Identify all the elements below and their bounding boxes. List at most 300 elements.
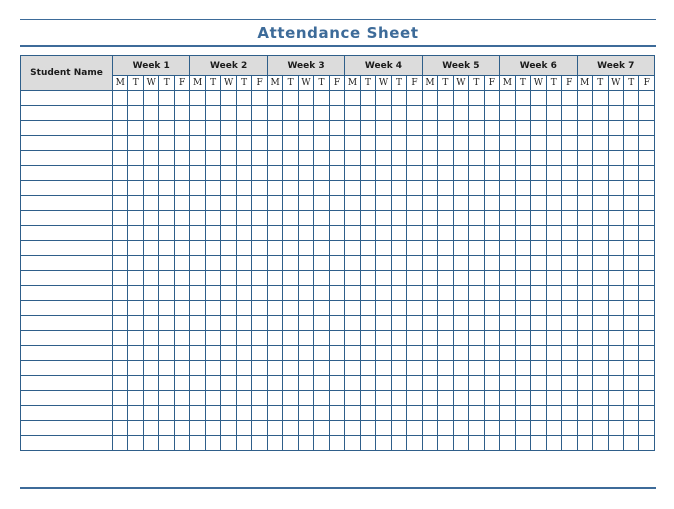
attendance-cell[interactable] xyxy=(128,106,143,121)
attendance-cell[interactable] xyxy=(298,211,313,226)
attendance-cell[interactable] xyxy=(438,226,453,241)
attendance-cell[interactable] xyxy=(283,256,298,271)
attendance-cell[interactable] xyxy=(113,166,128,181)
attendance-cell[interactable] xyxy=(623,91,638,106)
attendance-cell[interactable] xyxy=(546,376,561,391)
attendance-cell[interactable] xyxy=(360,421,375,436)
attendance-cell[interactable] xyxy=(329,436,344,451)
attendance-cell[interactable] xyxy=(623,331,638,346)
attendance-cell[interactable] xyxy=(267,316,282,331)
attendance-cell[interactable] xyxy=(174,406,189,421)
attendance-cell[interactable] xyxy=(453,346,468,361)
attendance-cell[interactable] xyxy=(221,166,236,181)
attendance-cell[interactable] xyxy=(345,256,360,271)
attendance-cell[interactable] xyxy=(236,151,251,166)
attendance-cell[interactable] xyxy=(236,316,251,331)
attendance-cell[interactable] xyxy=(174,436,189,451)
attendance-cell[interactable] xyxy=(515,181,530,196)
attendance-cell[interactable] xyxy=(283,331,298,346)
attendance-cell[interactable] xyxy=(391,331,406,346)
attendance-cell[interactable] xyxy=(267,376,282,391)
attendance-cell[interactable] xyxy=(484,391,499,406)
attendance-cell[interactable] xyxy=(391,361,406,376)
attendance-cell[interactable] xyxy=(515,346,530,361)
attendance-cell[interactable] xyxy=(267,391,282,406)
attendance-cell[interactable] xyxy=(174,286,189,301)
attendance-cell[interactable] xyxy=(376,106,391,121)
attendance-cell[interactable] xyxy=(159,421,174,436)
attendance-cell[interactable] xyxy=(391,406,406,421)
attendance-cell[interactable] xyxy=(159,301,174,316)
attendance-cell[interactable] xyxy=(407,181,422,196)
attendance-cell[interactable] xyxy=(391,286,406,301)
attendance-cell[interactable] xyxy=(283,151,298,166)
attendance-cell[interactable] xyxy=(283,226,298,241)
attendance-cell[interactable] xyxy=(593,196,608,211)
attendance-cell[interactable] xyxy=(143,196,158,211)
attendance-cell[interactable] xyxy=(329,151,344,166)
attendance-cell[interactable] xyxy=(577,91,592,106)
attendance-cell[interactable] xyxy=(236,136,251,151)
attendance-cell[interactable] xyxy=(422,106,437,121)
attendance-cell[interactable] xyxy=(422,421,437,436)
attendance-cell[interactable] xyxy=(159,151,174,166)
attendance-cell[interactable] xyxy=(252,361,267,376)
attendance-cell[interactable] xyxy=(345,121,360,136)
attendance-cell[interactable] xyxy=(500,346,515,361)
attendance-cell[interactable] xyxy=(159,106,174,121)
attendance-cell[interactable] xyxy=(298,226,313,241)
attendance-cell[interactable] xyxy=(283,241,298,256)
attendance-cell[interactable] xyxy=(360,286,375,301)
attendance-cell[interactable] xyxy=(314,226,329,241)
attendance-cell[interactable] xyxy=(515,421,530,436)
attendance-cell[interactable] xyxy=(562,346,577,361)
attendance-cell[interactable] xyxy=(128,271,143,286)
attendance-cell[interactable] xyxy=(267,301,282,316)
attendance-cell[interactable] xyxy=(593,436,608,451)
attendance-cell[interactable] xyxy=(314,436,329,451)
attendance-cell[interactable] xyxy=(407,361,422,376)
attendance-cell[interactable] xyxy=(639,241,654,256)
attendance-cell[interactable] xyxy=(546,406,561,421)
attendance-cell[interactable] xyxy=(159,136,174,151)
attendance-cell[interactable] xyxy=(484,361,499,376)
attendance-cell[interactable] xyxy=(562,121,577,136)
attendance-cell[interactable] xyxy=(438,271,453,286)
attendance-cell[interactable] xyxy=(422,241,437,256)
attendance-cell[interactable] xyxy=(469,211,484,226)
attendance-cell[interactable] xyxy=(205,271,220,286)
attendance-cell[interactable] xyxy=(531,421,546,436)
attendance-cell[interactable] xyxy=(623,376,638,391)
attendance-cell[interactable] xyxy=(190,196,205,211)
student-name-cell[interactable] xyxy=(21,241,113,256)
attendance-cell[interactable] xyxy=(252,271,267,286)
attendance-cell[interactable] xyxy=(453,361,468,376)
attendance-cell[interactable] xyxy=(407,211,422,226)
attendance-cell[interactable] xyxy=(407,106,422,121)
attendance-cell[interactable] xyxy=(531,256,546,271)
attendance-cell[interactable] xyxy=(252,316,267,331)
attendance-cell[interactable] xyxy=(515,301,530,316)
attendance-cell[interactable] xyxy=(608,346,623,361)
attendance-cell[interactable] xyxy=(205,136,220,151)
attendance-cell[interactable] xyxy=(484,421,499,436)
attendance-cell[interactable] xyxy=(298,301,313,316)
attendance-cell[interactable] xyxy=(469,376,484,391)
attendance-cell[interactable] xyxy=(314,406,329,421)
attendance-cell[interactable] xyxy=(113,256,128,271)
attendance-cell[interactable] xyxy=(252,301,267,316)
attendance-cell[interactable] xyxy=(608,316,623,331)
attendance-cell[interactable] xyxy=(298,346,313,361)
attendance-cell[interactable] xyxy=(500,241,515,256)
attendance-cell[interactable] xyxy=(562,436,577,451)
attendance-cell[interactable] xyxy=(205,241,220,256)
attendance-cell[interactable] xyxy=(500,316,515,331)
attendance-cell[interactable] xyxy=(128,361,143,376)
student-name-cell[interactable] xyxy=(21,286,113,301)
attendance-cell[interactable] xyxy=(298,361,313,376)
attendance-cell[interactable] xyxy=(221,226,236,241)
attendance-cell[interactable] xyxy=(546,226,561,241)
attendance-cell[interactable] xyxy=(143,286,158,301)
attendance-cell[interactable] xyxy=(639,361,654,376)
attendance-cell[interactable] xyxy=(298,241,313,256)
attendance-cell[interactable] xyxy=(143,121,158,136)
attendance-cell[interactable] xyxy=(623,226,638,241)
attendance-cell[interactable] xyxy=(422,121,437,136)
attendance-cell[interactable] xyxy=(391,106,406,121)
attendance-cell[interactable] xyxy=(531,181,546,196)
attendance-cell[interactable] xyxy=(531,436,546,451)
attendance-cell[interactable] xyxy=(407,271,422,286)
attendance-cell[interactable] xyxy=(314,136,329,151)
attendance-cell[interactable] xyxy=(128,301,143,316)
attendance-cell[interactable] xyxy=(422,136,437,151)
attendance-cell[interactable] xyxy=(562,421,577,436)
student-name-cell[interactable] xyxy=(21,106,113,121)
attendance-cell[interactable] xyxy=(577,436,592,451)
attendance-cell[interactable] xyxy=(422,196,437,211)
attendance-cell[interactable] xyxy=(314,196,329,211)
attendance-cell[interactable] xyxy=(205,331,220,346)
attendance-cell[interactable] xyxy=(500,331,515,346)
attendance-cell[interactable] xyxy=(391,391,406,406)
attendance-cell[interactable] xyxy=(205,151,220,166)
attendance-cell[interactable] xyxy=(469,361,484,376)
attendance-cell[interactable] xyxy=(159,331,174,346)
attendance-cell[interactable] xyxy=(329,181,344,196)
attendance-cell[interactable] xyxy=(623,286,638,301)
attendance-cell[interactable] xyxy=(639,406,654,421)
attendance-cell[interactable] xyxy=(469,121,484,136)
attendance-cell[interactable] xyxy=(453,181,468,196)
attendance-cell[interactable] xyxy=(221,376,236,391)
attendance-cell[interactable] xyxy=(623,256,638,271)
attendance-cell[interactable] xyxy=(531,361,546,376)
attendance-cell[interactable] xyxy=(360,196,375,211)
attendance-cell[interactable] xyxy=(376,391,391,406)
attendance-cell[interactable] xyxy=(484,271,499,286)
attendance-cell[interactable] xyxy=(608,106,623,121)
attendance-cell[interactable] xyxy=(453,421,468,436)
attendance-cell[interactable] xyxy=(267,166,282,181)
attendance-cell[interactable] xyxy=(608,91,623,106)
attendance-cell[interactable] xyxy=(190,361,205,376)
attendance-cell[interactable] xyxy=(190,91,205,106)
attendance-cell[interactable] xyxy=(623,436,638,451)
attendance-cell[interactable] xyxy=(438,151,453,166)
attendance-cell[interactable] xyxy=(252,196,267,211)
attendance-cell[interactable] xyxy=(221,196,236,211)
attendance-cell[interactable] xyxy=(329,256,344,271)
attendance-cell[interactable] xyxy=(422,391,437,406)
attendance-cell[interactable] xyxy=(515,361,530,376)
attendance-cell[interactable] xyxy=(128,211,143,226)
attendance-cell[interactable] xyxy=(174,241,189,256)
attendance-cell[interactable] xyxy=(236,406,251,421)
attendance-cell[interactable] xyxy=(562,91,577,106)
attendance-cell[interactable] xyxy=(593,301,608,316)
attendance-cell[interactable] xyxy=(283,91,298,106)
attendance-cell[interactable] xyxy=(159,241,174,256)
attendance-cell[interactable] xyxy=(174,226,189,241)
attendance-cell[interactable] xyxy=(407,256,422,271)
attendance-cell[interactable] xyxy=(236,226,251,241)
attendance-cell[interactable] xyxy=(438,121,453,136)
attendance-cell[interactable] xyxy=(438,301,453,316)
attendance-cell[interactable] xyxy=(469,436,484,451)
attendance-cell[interactable] xyxy=(639,376,654,391)
attendance-cell[interactable] xyxy=(143,106,158,121)
attendance-cell[interactable] xyxy=(391,421,406,436)
attendance-cell[interactable] xyxy=(314,361,329,376)
attendance-cell[interactable] xyxy=(438,376,453,391)
attendance-cell[interactable] xyxy=(190,226,205,241)
attendance-cell[interactable] xyxy=(221,331,236,346)
attendance-cell[interactable] xyxy=(531,406,546,421)
attendance-cell[interactable] xyxy=(623,301,638,316)
attendance-cell[interactable] xyxy=(546,436,561,451)
attendance-cell[interactable] xyxy=(283,406,298,421)
attendance-cell[interactable] xyxy=(205,286,220,301)
attendance-cell[interactable] xyxy=(608,136,623,151)
attendance-cell[interactable] xyxy=(639,166,654,181)
attendance-cell[interactable] xyxy=(531,271,546,286)
attendance-cell[interactable] xyxy=(128,166,143,181)
attendance-cell[interactable] xyxy=(438,316,453,331)
attendance-cell[interactable] xyxy=(546,391,561,406)
attendance-cell[interactable] xyxy=(515,136,530,151)
attendance-cell[interactable] xyxy=(283,121,298,136)
attendance-cell[interactable] xyxy=(298,406,313,421)
attendance-cell[interactable] xyxy=(500,286,515,301)
attendance-cell[interactable] xyxy=(174,331,189,346)
attendance-cell[interactable] xyxy=(113,286,128,301)
attendance-cell[interactable] xyxy=(422,151,437,166)
attendance-cell[interactable] xyxy=(159,286,174,301)
attendance-cell[interactable] xyxy=(174,271,189,286)
attendance-cell[interactable] xyxy=(283,316,298,331)
attendance-cell[interactable] xyxy=(562,391,577,406)
student-name-cell[interactable] xyxy=(21,136,113,151)
attendance-cell[interactable] xyxy=(623,346,638,361)
attendance-cell[interactable] xyxy=(623,196,638,211)
attendance-cell[interactable] xyxy=(531,391,546,406)
attendance-cell[interactable] xyxy=(128,136,143,151)
attendance-cell[interactable] xyxy=(221,256,236,271)
attendance-cell[interactable] xyxy=(205,196,220,211)
attendance-cell[interactable] xyxy=(515,256,530,271)
attendance-cell[interactable] xyxy=(593,241,608,256)
attendance-cell[interactable] xyxy=(360,106,375,121)
attendance-cell[interactable] xyxy=(438,406,453,421)
attendance-cell[interactable] xyxy=(113,406,128,421)
attendance-cell[interactable] xyxy=(221,91,236,106)
attendance-cell[interactable] xyxy=(546,241,561,256)
attendance-cell[interactable] xyxy=(407,151,422,166)
attendance-cell[interactable] xyxy=(562,106,577,121)
attendance-cell[interactable] xyxy=(422,436,437,451)
attendance-cell[interactable] xyxy=(221,436,236,451)
attendance-cell[interactable] xyxy=(438,196,453,211)
student-name-cell[interactable] xyxy=(21,166,113,181)
attendance-cell[interactable] xyxy=(531,166,546,181)
attendance-cell[interactable] xyxy=(438,346,453,361)
attendance-cell[interactable] xyxy=(484,406,499,421)
attendance-cell[interactable] xyxy=(267,91,282,106)
attendance-cell[interactable] xyxy=(113,181,128,196)
attendance-cell[interactable] xyxy=(391,226,406,241)
attendance-cell[interactable] xyxy=(623,361,638,376)
attendance-cell[interactable] xyxy=(562,256,577,271)
attendance-cell[interactable] xyxy=(422,376,437,391)
attendance-cell[interactable] xyxy=(221,271,236,286)
attendance-cell[interactable] xyxy=(407,391,422,406)
attendance-cell[interactable] xyxy=(283,211,298,226)
attendance-cell[interactable] xyxy=(174,391,189,406)
attendance-cell[interactable] xyxy=(422,211,437,226)
attendance-cell[interactable] xyxy=(453,91,468,106)
attendance-cell[interactable] xyxy=(143,136,158,151)
attendance-cell[interactable] xyxy=(531,346,546,361)
attendance-cell[interactable] xyxy=(267,286,282,301)
attendance-cell[interactable] xyxy=(453,166,468,181)
attendance-cell[interactable] xyxy=(407,136,422,151)
attendance-cell[interactable] xyxy=(267,361,282,376)
attendance-cell[interactable] xyxy=(205,316,220,331)
attendance-cell[interactable] xyxy=(174,316,189,331)
attendance-cell[interactable] xyxy=(376,91,391,106)
attendance-cell[interactable] xyxy=(345,376,360,391)
attendance-cell[interactable] xyxy=(128,226,143,241)
attendance-cell[interactable] xyxy=(252,121,267,136)
attendance-cell[interactable] xyxy=(190,166,205,181)
attendance-cell[interactable] xyxy=(546,256,561,271)
student-name-cell[interactable] xyxy=(21,301,113,316)
attendance-cell[interactable] xyxy=(453,211,468,226)
attendance-cell[interactable] xyxy=(577,346,592,361)
attendance-cell[interactable] xyxy=(267,181,282,196)
attendance-cell[interactable] xyxy=(143,226,158,241)
attendance-cell[interactable] xyxy=(577,391,592,406)
attendance-cell[interactable] xyxy=(515,436,530,451)
attendance-cell[interactable] xyxy=(314,316,329,331)
attendance-cell[interactable] xyxy=(515,391,530,406)
attendance-cell[interactable] xyxy=(593,316,608,331)
attendance-cell[interactable] xyxy=(546,301,561,316)
attendance-cell[interactable] xyxy=(546,196,561,211)
attendance-cell[interactable] xyxy=(453,256,468,271)
attendance-cell[interactable] xyxy=(639,91,654,106)
attendance-cell[interactable] xyxy=(128,241,143,256)
attendance-cell[interactable] xyxy=(484,121,499,136)
attendance-cell[interactable] xyxy=(391,316,406,331)
attendance-cell[interactable] xyxy=(159,391,174,406)
attendance-cell[interactable] xyxy=(623,271,638,286)
attendance-cell[interactable] xyxy=(500,406,515,421)
attendance-cell[interactable] xyxy=(360,136,375,151)
attendance-cell[interactable] xyxy=(345,271,360,286)
attendance-cell[interactable] xyxy=(236,421,251,436)
attendance-cell[interactable] xyxy=(391,436,406,451)
attendance-cell[interactable] xyxy=(298,316,313,331)
attendance-cell[interactable] xyxy=(190,106,205,121)
attendance-cell[interactable] xyxy=(236,346,251,361)
attendance-cell[interactable] xyxy=(128,421,143,436)
attendance-cell[interactable] xyxy=(345,151,360,166)
attendance-cell[interactable] xyxy=(593,421,608,436)
attendance-cell[interactable] xyxy=(329,226,344,241)
attendance-cell[interactable] xyxy=(531,91,546,106)
attendance-cell[interactable] xyxy=(205,301,220,316)
attendance-cell[interactable] xyxy=(190,406,205,421)
attendance-cell[interactable] xyxy=(484,136,499,151)
attendance-cell[interactable] xyxy=(283,196,298,211)
attendance-cell[interactable] xyxy=(515,106,530,121)
attendance-cell[interactable] xyxy=(453,301,468,316)
attendance-cell[interactable] xyxy=(360,391,375,406)
attendance-cell[interactable] xyxy=(267,136,282,151)
attendance-cell[interactable] xyxy=(453,331,468,346)
attendance-cell[interactable] xyxy=(438,436,453,451)
attendance-cell[interactable] xyxy=(113,241,128,256)
attendance-cell[interactable] xyxy=(360,346,375,361)
attendance-cell[interactable] xyxy=(469,391,484,406)
attendance-cell[interactable] xyxy=(190,301,205,316)
attendance-cell[interactable] xyxy=(639,226,654,241)
attendance-cell[interactable] xyxy=(562,331,577,346)
attendance-cell[interactable] xyxy=(500,226,515,241)
attendance-cell[interactable] xyxy=(159,256,174,271)
attendance-cell[interactable] xyxy=(221,136,236,151)
attendance-cell[interactable] xyxy=(500,196,515,211)
attendance-cell[interactable] xyxy=(113,211,128,226)
attendance-cell[interactable] xyxy=(376,301,391,316)
attendance-cell[interactable] xyxy=(639,331,654,346)
attendance-cell[interactable] xyxy=(143,421,158,436)
attendance-cell[interactable] xyxy=(143,346,158,361)
attendance-cell[interactable] xyxy=(562,196,577,211)
attendance-cell[interactable] xyxy=(267,406,282,421)
attendance-cell[interactable] xyxy=(639,106,654,121)
attendance-cell[interactable] xyxy=(267,121,282,136)
attendance-cell[interactable] xyxy=(484,196,499,211)
attendance-cell[interactable] xyxy=(143,256,158,271)
attendance-cell[interactable] xyxy=(453,271,468,286)
